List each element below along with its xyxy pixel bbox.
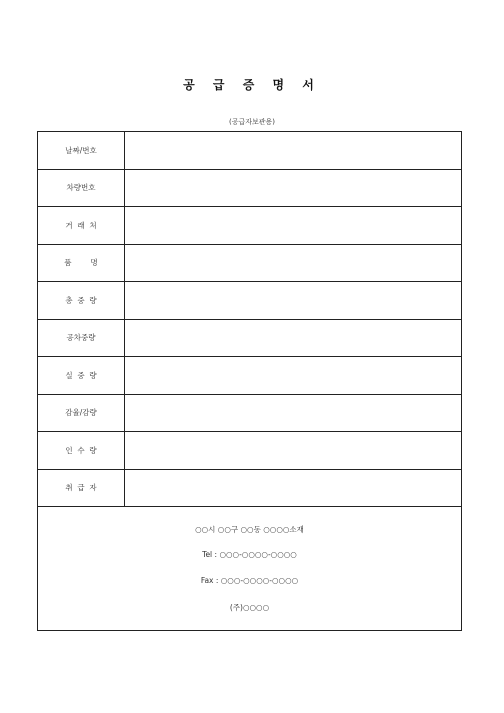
date-number-field[interactable] <box>125 132 461 169</box>
row-label: 품 명 <box>38 245 125 282</box>
row-label: 공차중량 <box>38 320 125 357</box>
document-subtitle: (공급자보관용) <box>228 118 276 126</box>
form-row-date-number <box>38 132 461 170</box>
row-label: 총 중 량 <box>38 282 125 319</box>
row-label: 취 급 자 <box>38 470 125 507</box>
row-label: 실 중 량 <box>38 357 125 394</box>
deduction-field[interactable] <box>125 395 461 432</box>
net-weight-field[interactable] <box>125 357 461 394</box>
document-title: 공 급 증 명 서 <box>183 78 321 92</box>
supplier-fax: Fax : ○○○-○○○○-○○○○ <box>200 576 299 585</box>
form-row-net-weight <box>38 357 461 395</box>
item-name-field[interactable] <box>125 245 461 282</box>
form-row-empty-weight <box>38 320 461 358</box>
form-row-vehicle-number <box>38 170 461 208</box>
vehicle-number-field[interactable] <box>125 170 461 207</box>
form-row-item-name <box>38 245 461 283</box>
gross-weight-field[interactable] <box>125 282 461 319</box>
handler-field[interactable] <box>125 470 461 507</box>
row-label: 감율/감량 <box>38 395 125 432</box>
form-row-received-quantity <box>38 432 461 470</box>
received-quantity-field[interactable] <box>125 432 461 469</box>
supplier-address: ○○시 ○○구 ○○동 ○○○○소재 <box>195 525 304 534</box>
form-row-gross-weight <box>38 282 461 320</box>
row-label: 차량번호 <box>38 170 125 207</box>
empty-weight-field[interactable] <box>125 320 461 357</box>
row-label: 거 래 처 <box>38 207 125 244</box>
form-row-deduction <box>38 395 461 433</box>
supplier-info-block <box>38 505 461 630</box>
form-row-client <box>38 207 461 245</box>
supplier-tel: Tel : ○○○-○○○○-○○○○ <box>202 550 297 559</box>
supplier-company: (주)○○○○ <box>229 603 270 612</box>
form-row-handler <box>38 470 461 508</box>
row-label: 인 수 량 <box>38 432 125 469</box>
certificate-form-table <box>37 131 462 631</box>
row-label: 날짜/번호 <box>38 132 125 169</box>
client-field[interactable] <box>125 207 461 244</box>
